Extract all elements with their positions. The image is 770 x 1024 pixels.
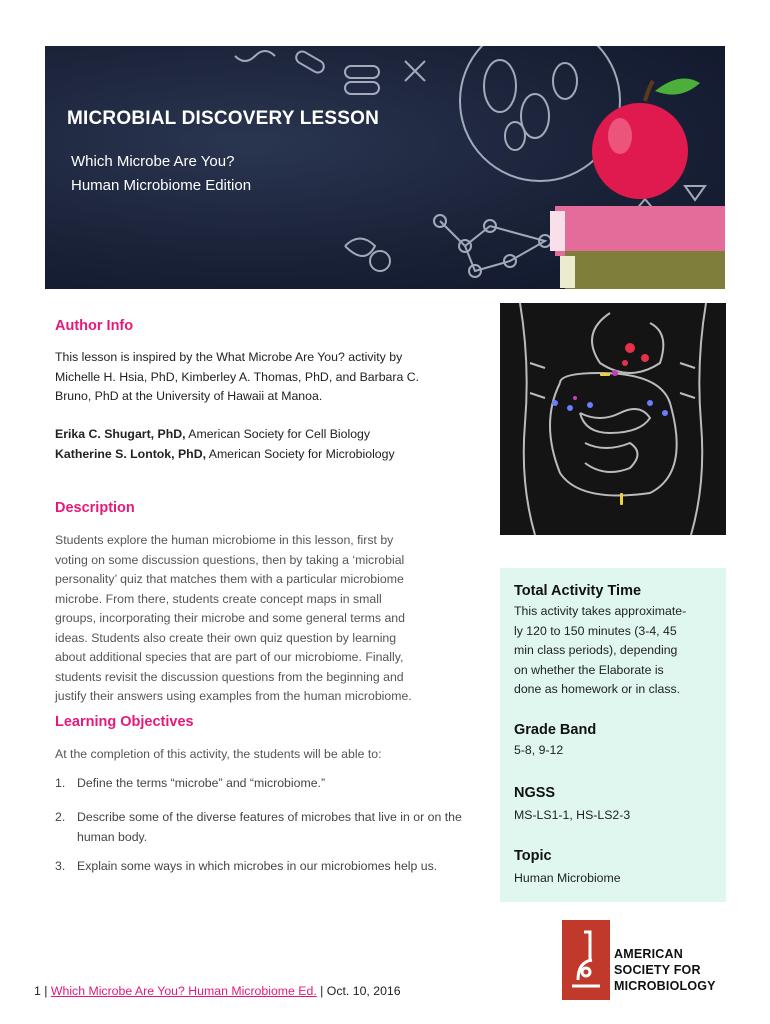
- description-body: [55, 531, 412, 707]
- ngss-heading: NGSS: [514, 785, 556, 801]
- author-1-name: Erika C. Shugart, PhD,: [55, 427, 186, 441]
- description-line: personality’ quiz that matches them with a particular microbiome: [55, 572, 404, 586]
- footer-separator: |: [40, 984, 51, 998]
- total-time-heading: Total Activity Time: [514, 583, 642, 599]
- topic-heading: Topic: [514, 848, 552, 864]
- lesson-title: MICROBIAL DISCOVERY LESSON: [67, 108, 380, 129]
- objective-item: [55, 774, 465, 794]
- description-line: ideas. Students also create their own quiz question by learning: [55, 630, 397, 645]
- learning-objectives-heading: Learning Objectives: [55, 714, 194, 730]
- author-intro-line: Bruno, PhD at the University of Hawaii at Manoa.: [55, 389, 323, 403]
- author-2-name: Katherine S. Lontok, PhD,: [55, 446, 206, 461]
- description-line: justify their answers using examples from the human microbiome.: [55, 689, 412, 703]
- header-banner: [45, 46, 725, 289]
- author-2-org: American Society for Microbiology: [206, 446, 395, 461]
- grade-band-heading: Grade Band: [514, 722, 597, 738]
- logo-line: MICROBIOLOGY: [614, 979, 716, 993]
- description-line: voting on some discussion questions, then by taking a ‘microbial: [55, 552, 405, 567]
- description-line: students revisit the discussion questions from the beginning and: [55, 669, 404, 684]
- page-footer: [34, 984, 401, 998]
- human-gut-chalk-illustration: [500, 303, 726, 535]
- objective-item: [55, 857, 465, 877]
- total-time-line: ly 120 to 150 minutes (3-4, 45: [514, 623, 677, 638]
- logo-line: AMERICAN: [614, 947, 683, 961]
- author-list: [55, 425, 395, 464]
- objective-number: 3.: [55, 859, 66, 873]
- description-line: groups, incorporating their microbe and some general terms and: [55, 611, 405, 625]
- author-intro-line: This lesson is inspired by the What Microbe Are You? activity by: [55, 350, 403, 364]
- asm-logo: [562, 920, 610, 1005]
- ngss-value: MS-LS1-1, HS-LS2-3: [514, 808, 631, 822]
- total-time-line: This activity takes approximate-: [514, 604, 687, 618]
- footer-title-link[interactable]: Which Microbe Are You? Human Microbiome Ed.: [50, 984, 317, 998]
- lesson-subtitle: [71, 150, 251, 198]
- total-time-line: done as homework or in class.: [514, 682, 681, 696]
- objective-number: 2.: [55, 810, 66, 824]
- page-number: 1: [34, 984, 41, 998]
- footer-date: Oct. 10, 2016: [326, 984, 401, 998]
- total-time-text: [514, 602, 714, 700]
- objective-number: 1.: [55, 776, 66, 790]
- description-heading: Description: [55, 500, 135, 516]
- author-1-org: American Society for Cell Biology: [185, 427, 371, 441]
- subtitle-line-1: Which Microbe Are You?: [71, 153, 235, 170]
- objectives-intro: At the completion of this activity, the students will be able to:: [55, 747, 382, 761]
- grade-band-value: 5-8, 9-12: [514, 743, 564, 757]
- books-and-apple: [550, 79, 725, 290]
- total-time-line: on whether the Elaborate is: [514, 662, 664, 677]
- asm-logo-text: [614, 946, 716, 994]
- objective-text: Define the terms “microbe” and “microbiome.”: [77, 776, 326, 790]
- author-1: [55, 425, 395, 445]
- logo-line: SOCIETY FOR: [614, 963, 701, 977]
- footer-separator: |: [316, 984, 327, 998]
- total-time-line: min class periods), depending: [514, 643, 678, 657]
- description-line: about additional species that are part of our microbiome. Finally,: [55, 650, 404, 664]
- activity-info-sidebar: [500, 568, 726, 902]
- objective-text: Explain some ways in which microbes in our microbiomes help us.: [77, 859, 438, 873]
- author-intro: [55, 348, 419, 407]
- objective-item: [55, 808, 465, 847]
- author-intro-line: Michelle H. Hsia, PhD, Kimberley A. Thomas, PhD, and Barbara C.: [55, 369, 420, 384]
- description-line: Students explore the human microbiome in this lesson, first by: [55, 533, 394, 547]
- microscope-logo-icon: [562, 920, 610, 1000]
- description-line: microbe. From there, students create concept maps in small: [55, 591, 382, 606]
- author-2: [55, 445, 395, 465]
- subtitle-line-2: Human Microbiome Edition: [71, 177, 252, 194]
- objective-text: Describe some of the diverse features of microbes that live in or on the human body.: [77, 810, 462, 844]
- topic-value: Human Microbiome: [514, 871, 621, 885]
- author-info-heading: Author Info: [55, 318, 134, 334]
